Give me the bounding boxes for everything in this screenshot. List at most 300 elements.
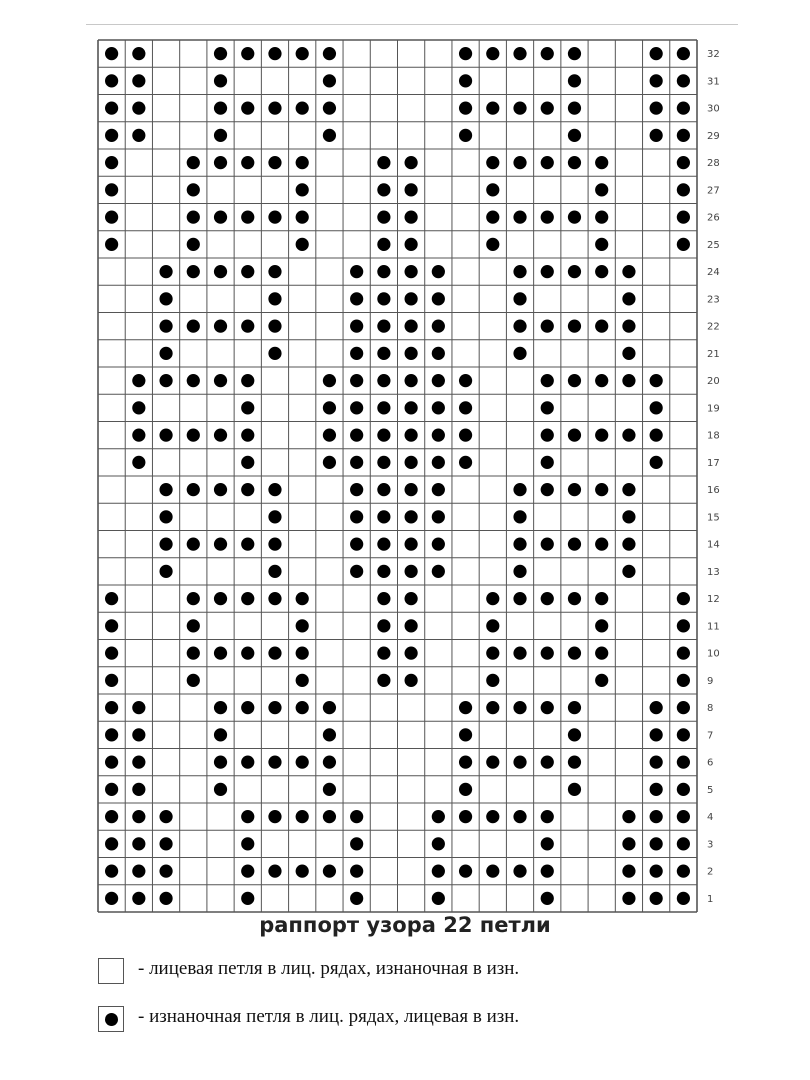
purl-stitch-dot xyxy=(214,756,227,769)
chart-row xyxy=(105,756,713,769)
purl-stitch-dot xyxy=(595,674,608,687)
purl-stitch-dot xyxy=(187,265,200,278)
purl-stitch-dot xyxy=(268,156,281,169)
purl-stitch-dot xyxy=(187,674,200,687)
purl-stitch-dot xyxy=(677,129,690,142)
purl-stitch-dot xyxy=(568,429,581,442)
purl-stitch-dot xyxy=(513,810,526,823)
purl-stitch-dot xyxy=(677,756,690,769)
purl-stitch-dot xyxy=(568,129,581,142)
purl-stitch-dot xyxy=(595,238,608,251)
purl-stitch-dot xyxy=(214,538,227,551)
purl-stitch-dot xyxy=(187,211,200,224)
chart-row xyxy=(132,456,719,469)
purl-stitch-dot xyxy=(595,592,608,605)
chart-row xyxy=(105,810,713,823)
purl-stitch-dot xyxy=(377,429,390,442)
purl-stitch-dot xyxy=(159,810,172,823)
purl-stitch-dot xyxy=(541,865,554,878)
purl-stitch-dot xyxy=(650,401,663,414)
purl-stitch-dot xyxy=(405,320,418,333)
purl-stitch-dot xyxy=(268,865,281,878)
purl-stitch-dot xyxy=(595,538,608,551)
purl-stitch-dot xyxy=(595,320,608,333)
purl-stitch-dot xyxy=(105,865,118,878)
row-number-label: 14 xyxy=(707,539,720,551)
purl-stitch-dot xyxy=(214,211,227,224)
purl-stitch-dot xyxy=(650,728,663,741)
purl-stitch-dot xyxy=(650,456,663,469)
purl-stitch-dot xyxy=(513,647,526,660)
chart-row xyxy=(159,292,719,305)
purl-stitch-dot xyxy=(132,401,145,414)
purl-stitch-dot xyxy=(650,783,663,796)
purl-stitch-dot xyxy=(214,592,227,605)
purl-stitch-dot xyxy=(214,320,227,333)
purl-stitch-dot xyxy=(241,156,254,169)
purl-stitch-dot xyxy=(105,156,118,169)
purl-stitch-dot xyxy=(405,347,418,360)
purl-stitch-dot xyxy=(486,211,499,224)
purl-stitch-dot xyxy=(377,374,390,387)
purl-stitch-dot xyxy=(296,47,309,60)
purl-stitch-dot xyxy=(513,265,526,278)
purl-stitch-dot xyxy=(350,837,363,850)
purl-stitch-dot xyxy=(459,810,472,823)
chart-row xyxy=(105,129,720,142)
purl-stitch-dot xyxy=(323,728,336,741)
purl-stitch-dot xyxy=(350,374,363,387)
purl-stitch-dot xyxy=(241,401,254,414)
purl-stitch-dot xyxy=(132,756,145,769)
purl-stitch-dot xyxy=(187,156,200,169)
purl-stitch-dot xyxy=(405,238,418,251)
purl-stitch-dot xyxy=(486,102,499,115)
purl-stitch-dot xyxy=(405,292,418,305)
purl-stitch-dot xyxy=(296,865,309,878)
purl-stitch-dot xyxy=(595,374,608,387)
purl-stitch-dot xyxy=(513,211,526,224)
purl-stitch-dot xyxy=(350,265,363,278)
purl-stitch-dot xyxy=(214,374,227,387)
purl-stitch-dot xyxy=(132,701,145,714)
purl-stitch-dot xyxy=(377,619,390,632)
chart-row xyxy=(105,728,713,741)
purl-stitch-dot xyxy=(677,837,690,850)
chart-row xyxy=(105,102,720,115)
purl-stitch-dot xyxy=(650,429,663,442)
purl-stitch-dot xyxy=(296,211,309,224)
purl-stitch-dot xyxy=(323,701,336,714)
chart-row xyxy=(132,401,719,414)
grid-lines xyxy=(98,40,697,912)
row-number-label: 28 xyxy=(707,158,720,170)
purl-stitch-dot xyxy=(486,810,499,823)
chart-row xyxy=(132,374,719,387)
purl-stitch-dot xyxy=(187,619,200,632)
purl-stitch-dot xyxy=(214,47,227,60)
row-number-label: 11 xyxy=(707,621,720,633)
purl-stitch-dot xyxy=(105,783,118,796)
purl-stitch-dot xyxy=(214,156,227,169)
purl-stitch-dot xyxy=(677,183,690,196)
purl-stitch-dot xyxy=(432,538,445,551)
purl-stitch-dot xyxy=(323,810,336,823)
purl-stitch-dot xyxy=(568,320,581,333)
legend-purl-text: - изнаночная петля в лиц. рядах, лицевая в изн. xyxy=(138,1006,520,1027)
purl-stitch-dot xyxy=(268,647,281,660)
purl-stitch-dot xyxy=(159,865,172,878)
purl-stitch-dot xyxy=(513,756,526,769)
purl-stitch-dot xyxy=(187,538,200,551)
purl-stitch-dot xyxy=(622,837,635,850)
purl-stitch-dot xyxy=(568,47,581,60)
purl-stitch-dot xyxy=(105,892,118,905)
purl-stitch-dot xyxy=(513,102,526,115)
chart-row xyxy=(159,265,719,278)
row-number-label: 12 xyxy=(707,594,720,606)
purl-stitch-dot xyxy=(132,783,145,796)
purl-stitch-dot xyxy=(296,647,309,660)
chart-row xyxy=(132,429,719,442)
purl-stitch-dot xyxy=(159,265,172,278)
purl-stitch-dot xyxy=(513,592,526,605)
purl-stitch-dot xyxy=(187,238,200,251)
purl-stitch-dot xyxy=(405,510,418,523)
purl-stitch-dot xyxy=(350,510,363,523)
purl-stitch-dot xyxy=(241,756,254,769)
purl-stitch-dot xyxy=(622,810,635,823)
purl-stitch-dot xyxy=(622,347,635,360)
row-number-label: 31 xyxy=(707,76,720,88)
purl-stitch-dot xyxy=(268,701,281,714)
purl-stitch-dot xyxy=(105,756,118,769)
purl-stitch-dot xyxy=(350,429,363,442)
legend-knit-text: - лицевая петля в лиц. рядах, изнаночная в изн. xyxy=(138,958,520,979)
purl-stitch-dot xyxy=(677,102,690,115)
chart-row xyxy=(105,647,720,660)
purl-stitch-dot xyxy=(622,320,635,333)
purl-stitch-dot xyxy=(268,483,281,496)
purl-stitch-dot xyxy=(677,865,690,878)
purl-stitch-dot xyxy=(595,647,608,660)
purl-stitch-dot xyxy=(323,102,336,115)
purl-stitch-dot xyxy=(622,292,635,305)
purl-stitch-dot xyxy=(541,810,554,823)
purl-stitch-dot xyxy=(268,510,281,523)
purl-stitch-dot xyxy=(105,129,118,142)
row-number-label: 26 xyxy=(707,212,720,224)
purl-stitch-dot xyxy=(650,74,663,87)
row-number-label: 5 xyxy=(707,784,714,796)
purl-stitch-dot xyxy=(486,47,499,60)
purl-stitch-dot xyxy=(268,756,281,769)
purl-stitch-dot xyxy=(486,701,499,714)
purl-stitch-dot xyxy=(132,129,145,142)
purl-stitch-dot xyxy=(650,837,663,850)
chart-row xyxy=(159,320,719,333)
purl-stitch-dot xyxy=(541,401,554,414)
purl-stitch-dot xyxy=(677,783,690,796)
purl-stitch-dot xyxy=(677,674,690,687)
purl-stitch-dot xyxy=(622,483,635,496)
purl-stitch-dot xyxy=(405,456,418,469)
purl-stitch-dot xyxy=(105,102,118,115)
purl-stitch-dot xyxy=(241,102,254,115)
purl-stitch-dot xyxy=(268,347,281,360)
purl-stitch-dot xyxy=(268,565,281,578)
purl-stitch-dot xyxy=(350,810,363,823)
purl-stitch-dot xyxy=(513,292,526,305)
purl-stitch-dot xyxy=(214,265,227,278)
purl-stitch-dot xyxy=(268,292,281,305)
purl-stitch-dot xyxy=(214,74,227,87)
row-number-label: 23 xyxy=(707,294,720,306)
purl-stitch-dot xyxy=(296,619,309,632)
chart-row xyxy=(159,483,719,496)
purl-stitch-dot xyxy=(214,429,227,442)
purl-stitch-dot xyxy=(241,265,254,278)
purl-stitch-dot xyxy=(214,783,227,796)
purl-stitch-dot xyxy=(105,183,118,196)
purl-stitch-dot xyxy=(541,156,554,169)
purl-stitch-dot xyxy=(187,483,200,496)
purl-stitch-dot xyxy=(486,647,499,660)
row-number-label: 30 xyxy=(707,103,720,115)
purl-stitch-dot xyxy=(159,429,172,442)
purl-stitch-dot xyxy=(432,292,445,305)
purl-stitch-dot xyxy=(486,619,499,632)
row-number-label: 20 xyxy=(707,376,720,388)
purl-stitch-dot xyxy=(268,265,281,278)
purl-stitch-dot xyxy=(513,701,526,714)
purl-stitch-dot xyxy=(650,102,663,115)
purl-stitch-dot xyxy=(187,320,200,333)
purl-stitch-dot xyxy=(105,592,118,605)
purl-stitch-dot xyxy=(377,565,390,578)
chart-row xyxy=(105,592,720,605)
purl-dot-icon xyxy=(105,1013,118,1026)
purl-stitch-dot xyxy=(568,156,581,169)
purl-stitch-dot xyxy=(323,456,336,469)
row-number-label: 16 xyxy=(707,485,720,497)
purl-stitch-dot xyxy=(377,320,390,333)
purl-stitch-dot xyxy=(132,374,145,387)
purl-stitch-dot xyxy=(459,129,472,142)
purl-stitch-dot xyxy=(105,701,118,714)
purl-stitch-dot xyxy=(105,74,118,87)
purl-stitch-dot xyxy=(377,211,390,224)
purl-stitch-dot xyxy=(268,320,281,333)
purl-stitch-dot xyxy=(622,565,635,578)
purl-stitch-dot xyxy=(268,47,281,60)
purl-stitch-dot xyxy=(323,374,336,387)
purl-stitch-dot xyxy=(132,456,145,469)
purl-stitch-dot xyxy=(650,701,663,714)
purl-stitch-dot xyxy=(350,565,363,578)
purl-stitch-dot xyxy=(377,265,390,278)
purl-stitch-dot xyxy=(459,756,472,769)
purl-stitch-dot xyxy=(595,483,608,496)
purl-stitch-dot xyxy=(105,211,118,224)
purl-stitch-dot xyxy=(513,156,526,169)
purl-stitch-dot xyxy=(513,483,526,496)
chart-row xyxy=(105,211,720,224)
purl-stitch-dot xyxy=(105,674,118,687)
purl-stitch-dot xyxy=(214,647,227,660)
row-number-label: 25 xyxy=(707,239,720,251)
purl-stitch-dot xyxy=(132,810,145,823)
chart-caption: раппорт узора 22 петли xyxy=(259,913,551,937)
purl-stitch-dot xyxy=(568,538,581,551)
purl-stitch-dot xyxy=(296,756,309,769)
purl-stitch-dot xyxy=(105,619,118,632)
purl-stitch-dot xyxy=(268,102,281,115)
row-number-label: 19 xyxy=(707,403,720,415)
purl-stitch-dot xyxy=(432,837,445,850)
purl-stitch-dot xyxy=(513,510,526,523)
purl-stitch-dot xyxy=(241,374,254,387)
purl-stitch-dot xyxy=(650,374,663,387)
purl-stitch-dot xyxy=(568,102,581,115)
purl-stitch-dot xyxy=(214,102,227,115)
purl-stitch-dot xyxy=(541,456,554,469)
purl-stitch-dot xyxy=(459,429,472,442)
purl-stitch-dot xyxy=(568,374,581,387)
purl-stitch-dot xyxy=(132,837,145,850)
purl-stitch-dot xyxy=(187,592,200,605)
purl-stitch-dot xyxy=(241,647,254,660)
purl-stitch-dot xyxy=(405,401,418,414)
purl-stitch-dot xyxy=(377,647,390,660)
purl-stitch-dot xyxy=(350,456,363,469)
chart-row xyxy=(159,510,719,523)
purl-stitch-dot xyxy=(432,865,445,878)
purl-stitch-dot xyxy=(350,347,363,360)
purl-stitch-dot xyxy=(377,156,390,169)
purl-stitch-dot xyxy=(405,374,418,387)
purl-stitch-dot xyxy=(214,129,227,142)
purl-stitch-dot xyxy=(268,592,281,605)
chart-row xyxy=(105,865,713,878)
row-number-label: 24 xyxy=(707,267,720,279)
purl-stitch-dot xyxy=(405,265,418,278)
purl-stitch-dot xyxy=(268,538,281,551)
purl-stitch-dot xyxy=(677,701,690,714)
purl-stitch-dot xyxy=(241,892,254,905)
purl-stitch-dot xyxy=(377,538,390,551)
purl-stitch-dot xyxy=(595,183,608,196)
purl-stitch-dot xyxy=(159,320,172,333)
row-number-label: 2 xyxy=(707,866,714,878)
purl-stitch-dot xyxy=(595,265,608,278)
purl-stitch-dot xyxy=(405,211,418,224)
purl-stitch-dot xyxy=(650,47,663,60)
purl-stitch-dot xyxy=(323,756,336,769)
purl-stitch-dot xyxy=(622,538,635,551)
purl-stitch-dot xyxy=(432,810,445,823)
purl-stitch-dot xyxy=(323,74,336,87)
purl-stitch-dot xyxy=(432,374,445,387)
purl-stitch-dot xyxy=(296,674,309,687)
purl-stitch-dot xyxy=(568,647,581,660)
purl-stitch-dot xyxy=(296,183,309,196)
purl-stitch-dot xyxy=(296,592,309,605)
row-number-label: 21 xyxy=(707,348,720,360)
purl-stitch-dot xyxy=(677,211,690,224)
row-number-label: 18 xyxy=(707,430,720,442)
purl-stitch-dot xyxy=(132,429,145,442)
chart-row xyxy=(105,47,720,60)
purl-stitch-dot xyxy=(459,701,472,714)
chart-row xyxy=(105,701,713,714)
purl-stitch-dot xyxy=(622,265,635,278)
purl-stitch-dot xyxy=(459,47,472,60)
purl-stitch-dot xyxy=(159,374,172,387)
chart-row xyxy=(105,783,713,796)
purl-stitch-dot xyxy=(513,565,526,578)
purl-stitch-dot xyxy=(377,674,390,687)
purl-stitch-dot xyxy=(268,810,281,823)
purl-stitch-dot xyxy=(541,374,554,387)
purl-stitch-dot xyxy=(622,510,635,523)
chart-row xyxy=(105,156,720,169)
purl-stitch-dot xyxy=(323,129,336,142)
purl-stitch-dot xyxy=(486,674,499,687)
purl-stitch-dot xyxy=(159,510,172,523)
purl-stitch-dot xyxy=(350,538,363,551)
purl-stitch-dot xyxy=(486,756,499,769)
purl-stitch-dot xyxy=(595,619,608,632)
purl-stitch-dot xyxy=(377,510,390,523)
purl-stitch-dot xyxy=(568,592,581,605)
purl-stitch-dot xyxy=(459,456,472,469)
purl-stitch-dot xyxy=(677,47,690,60)
purl-stitch-dot xyxy=(677,810,690,823)
purl-stitch-dot xyxy=(486,238,499,251)
purl-stitch-dot xyxy=(677,619,690,632)
purl-stitch-dot xyxy=(241,837,254,850)
empty-cell-symbol xyxy=(98,958,124,984)
row-number-label: 6 xyxy=(707,757,714,769)
chart-row xyxy=(159,565,719,578)
purl-stitch-dot xyxy=(432,483,445,496)
purl-stitch-dot xyxy=(405,674,418,687)
purl-stitch-dot xyxy=(377,292,390,305)
purl-stitch-dot xyxy=(432,320,445,333)
row-number-label: 15 xyxy=(707,512,720,524)
purl-stitch-dot xyxy=(513,347,526,360)
purl-stitch-dot xyxy=(459,102,472,115)
purl-stitch-dot xyxy=(459,728,472,741)
purl-stitch-dot xyxy=(650,865,663,878)
purl-stitch-dot xyxy=(405,619,418,632)
purl-stitch-dot xyxy=(214,701,227,714)
purl-stitch-dot xyxy=(214,728,227,741)
purl-stitch-dot xyxy=(677,156,690,169)
purl-stitch-dot xyxy=(323,429,336,442)
purl-stitch-dot xyxy=(241,211,254,224)
purl-stitch-dot xyxy=(405,538,418,551)
purl-stitch-dot xyxy=(159,538,172,551)
purl-stitch-dot xyxy=(405,183,418,196)
purl-stitch-dot xyxy=(377,401,390,414)
purl-stitch-dot xyxy=(541,701,554,714)
purl-stitch-dot xyxy=(541,429,554,442)
purl-stitch-dot xyxy=(377,347,390,360)
purl-stitch-dot xyxy=(568,265,581,278)
purl-stitch-dot xyxy=(568,701,581,714)
